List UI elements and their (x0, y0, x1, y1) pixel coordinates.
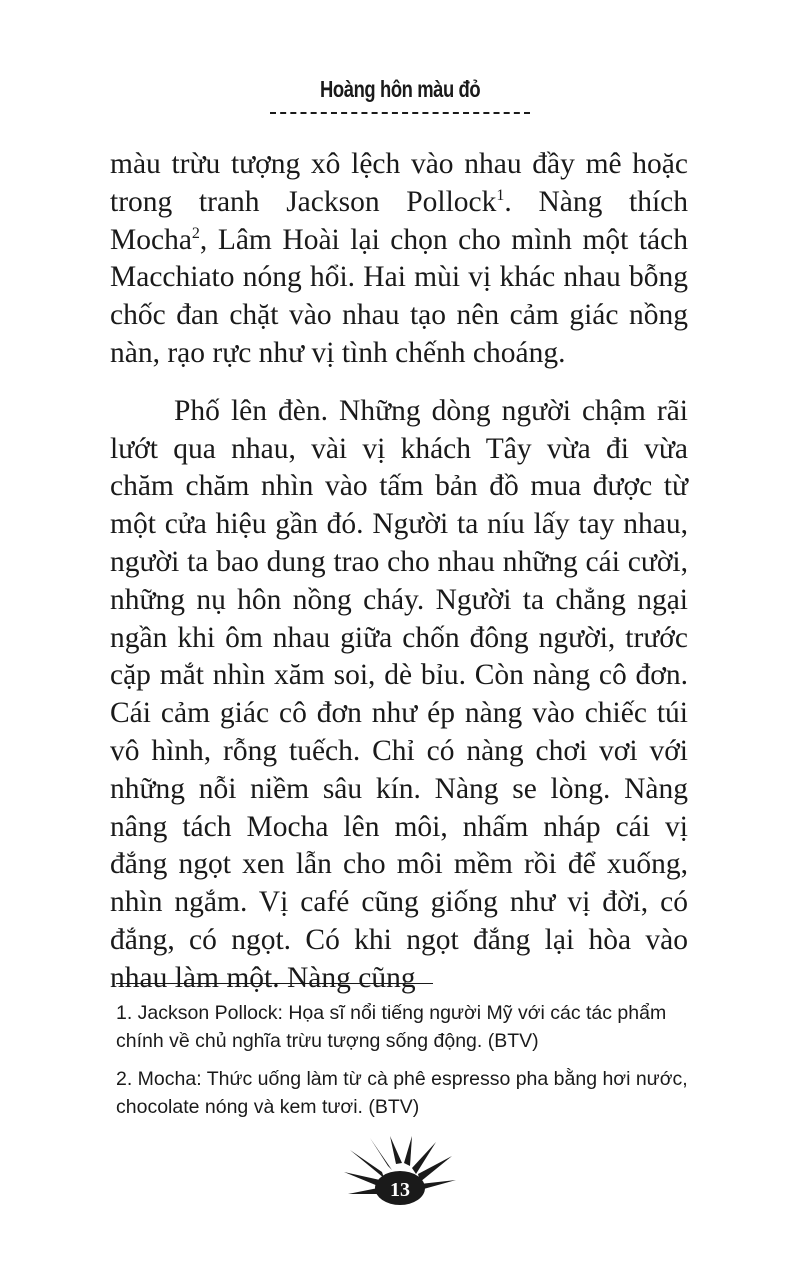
running-header (0, 76, 800, 103)
paragraph-1 (110, 146, 688, 373)
sun-ornament-icon (340, 1136, 460, 1206)
footnote-2: 2. Mocha: Thức uống làm từ cà phê espresso pha bằng hơi nước, chocolate nóng và kem tươi. (BTV) (116, 1068, 688, 1118)
page-number: 13 (390, 1179, 410, 1201)
paragraph-2: Phố lên đèn. Những dòng người chậm rãi lướt qua nhau, vài vị khách Tây vừa đi vừa chăm chăm nhìn vào tấm bản đồ mua được từ một cửa hiệu gần đó. Người ta níu lấy tay nhau, người ta bao dung trao cho nhau những cái cười, những nụ hôn nồng cháy. Người ta chẳng ngại ngần khi ôm nhau giữa chốn đông người, trước cặp mắt nhìn xăm soi, dè bỉu. Còn nàng cô đơn. Cái cảm giác cô đơn như ép nàng vào chiếc túi vô hình, rỗng tuếch. Chỉ có nàng chơi vơi với những nỗi niềm sâu kín. Nàng se lòng. Nàng nâng tách Mocha lên môi, nhấm nháp cái vị đắng ngọt xen lẫn cho môi mềm rồi để xuống, nhìn ngắm. Vị café cũng giống như vị đời, có đắng, có ngọt. Có khi ngọt đắng lại hòa vào nhau làm một. Nàng cũng (110, 394, 688, 994)
running-title: Hoàng hôn màu đỏ (319, 76, 481, 102)
footnote-ref-1: 1 (496, 186, 505, 204)
paragraph-1-part-2: . Nàng thích Mocha (110, 185, 688, 256)
paragraph-1-part-1: màu trừu tượng xô lệch vào nhau đầy mê hoặc trong tranh Jackson Pollock (110, 148, 688, 218)
footnote-1: 1. Jackson Pollock: Họa sĩ nổi tiếng người Mỹ với các tác phẩm chính về chủ nghĩa trừu tượng sống động. (BTV) (116, 1002, 667, 1052)
body-text (110, 146, 688, 998)
footnote-separator (116, 983, 433, 984)
paragraph-1-part-3: , Lâm Hoài lại chọn cho mình một tách Macchiato nóng hổi. Hai mùi vị khác nhau bỗng chốc đan chặt vào nhau tạo nên cảm giác nồng nàn, rạo rực như vị tình chếnh choáng. (110, 223, 688, 369)
header-dashed-rule (270, 112, 530, 114)
footnote-ref-2: 2 (191, 224, 200, 242)
footnotes (116, 999, 688, 1131)
